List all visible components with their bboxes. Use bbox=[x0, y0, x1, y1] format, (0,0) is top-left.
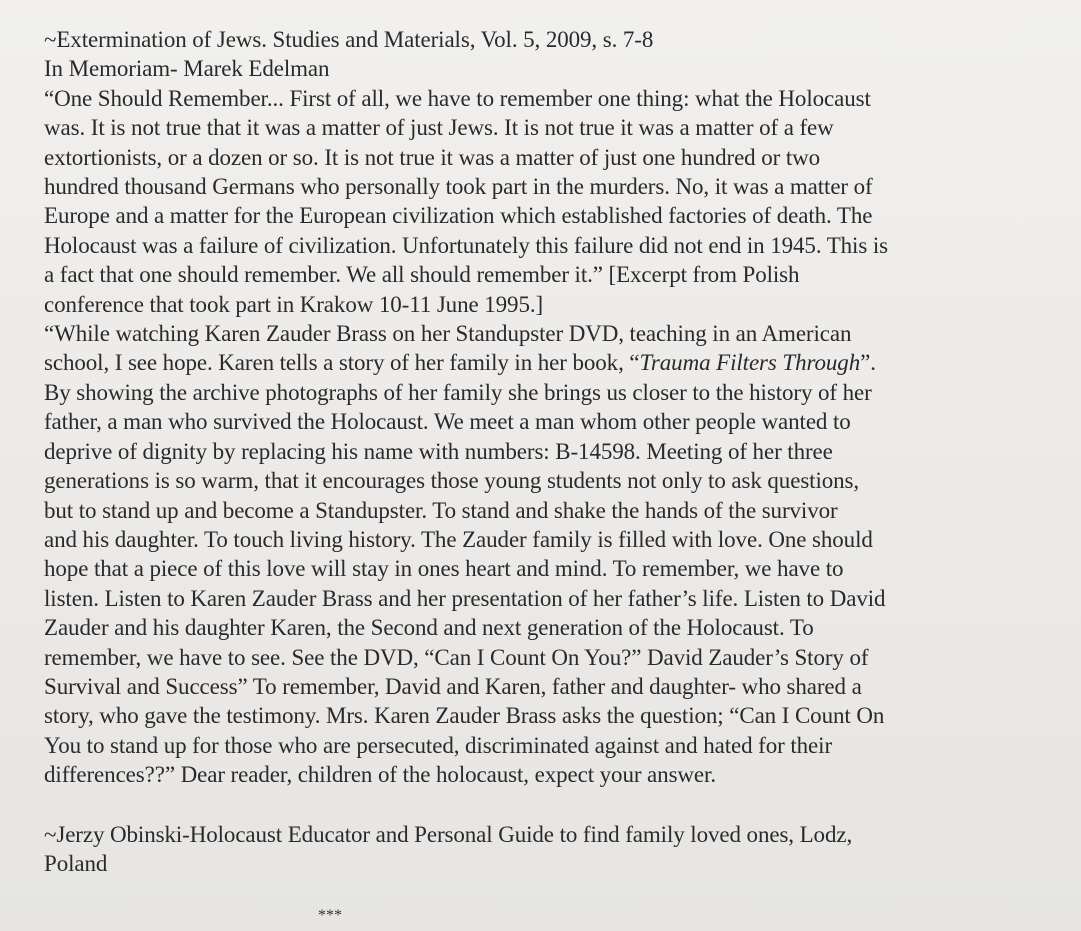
testimony-line: and his daughter. To touch living history. The Zauder family is filled with love. One should bbox=[44, 526, 873, 552]
signature-location: Poland bbox=[44, 850, 108, 876]
quote-line: conference that took part in Krakow 10-11 June 1995.] bbox=[44, 291, 544, 317]
testimony-line: father, a man who survived the Holocaust. We meet a man whom other people wanted to bbox=[44, 409, 851, 435]
testimony-line: but to stand up and become a Standupster. To stand and shake the hands of the survivor bbox=[44, 497, 838, 523]
quote-line: Holocaust was a failure of civilization. Unfortunately this failure did not end in 1945. This is bbox=[44, 232, 888, 258]
quote-line: was. It is not true that it was a matter of just Jews. It is not true it was a matter of a few bbox=[44, 115, 834, 141]
testimony-line: hope that a piece of this love will stay in ones heart and mind. To remember, we have to bbox=[44, 556, 844, 582]
quote-line: hundred thousand Germans who personally took part in the murders. No, it was a matter of bbox=[44, 174, 873, 200]
testimony-text: ”. bbox=[860, 350, 876, 376]
document-text bbox=[44, 25, 1054, 878]
quote-line: Europe and a matter for the European civilization which established factories of death. The bbox=[44, 203, 873, 229]
quote-line: extortionists, or a dozen or so. It is not true it was a matter of just one hundred or two bbox=[44, 144, 821, 170]
quote-line: a fact that one should remember. We all should remember it.” [Excerpt from Polish bbox=[44, 262, 800, 288]
testimony-line: story, who gave the testimony. Mrs. Karen Zauder Brass asks the question; “Can I Count On bbox=[44, 703, 885, 729]
testimony-line: You to stand up for those who are persecuted, discriminated against and hated for their bbox=[44, 732, 833, 758]
testimony-line: remember, we have to see. See the DVD, “Can I Count On You?” David Zauder’s Story of bbox=[44, 644, 869, 670]
quote-line: “One Should Remember... First of all, we have to remember one thing: what the Holocaust bbox=[44, 85, 871, 111]
source-citation: ~Extermination of Jews. Studies and Materials, Vol. 5, 2009, s. 7-8 bbox=[44, 27, 654, 52]
signature-line: ~Jerzy Obinski-Holocaust Educator and Personal Guide to find family loved ones, Lodz, bbox=[44, 821, 853, 847]
testimony-line: deprive of dignity by replacing his name with numbers: B-14598. Meeting of her three bbox=[44, 438, 833, 464]
paragraph-gap bbox=[44, 790, 1054, 820]
testimony-line: By showing the archive photographs of her family she brings us closer to the history of her bbox=[44, 379, 872, 405]
testimony-line: listen. Listen to Karen Zauder Brass and her presentation of her father’s life. Listen to David bbox=[44, 585, 886, 611]
testimony-line: differences??” Dear reader, children of the holocaust, expect your answer. bbox=[44, 762, 716, 788]
book-title: Trauma Filters Through bbox=[639, 350, 861, 376]
testimony-line: “While watching Karen Zauder Brass on her Standupster DVD, teaching in an American bbox=[44, 321, 852, 347]
testimony-line: Survival and Success” To remember, David and Karen, father and daughter- who shared a bbox=[44, 673, 862, 699]
section-separator: *** bbox=[318, 907, 342, 924]
testimony-line: generations is so warm, that it encourages those young students not only to ask questions, bbox=[44, 468, 860, 494]
testimony-line: Zauder and his daughter Karen, the Second and next generation of the Holocaust. To bbox=[44, 615, 814, 641]
in-memoriam-line: In Memoriam- Marek Edelman bbox=[44, 56, 330, 82]
testimony-text: school, I see hope. Karen tells a story of her family in her book, “ bbox=[44, 350, 640, 376]
testimony-line-with-book-title bbox=[44, 348, 1054, 377]
